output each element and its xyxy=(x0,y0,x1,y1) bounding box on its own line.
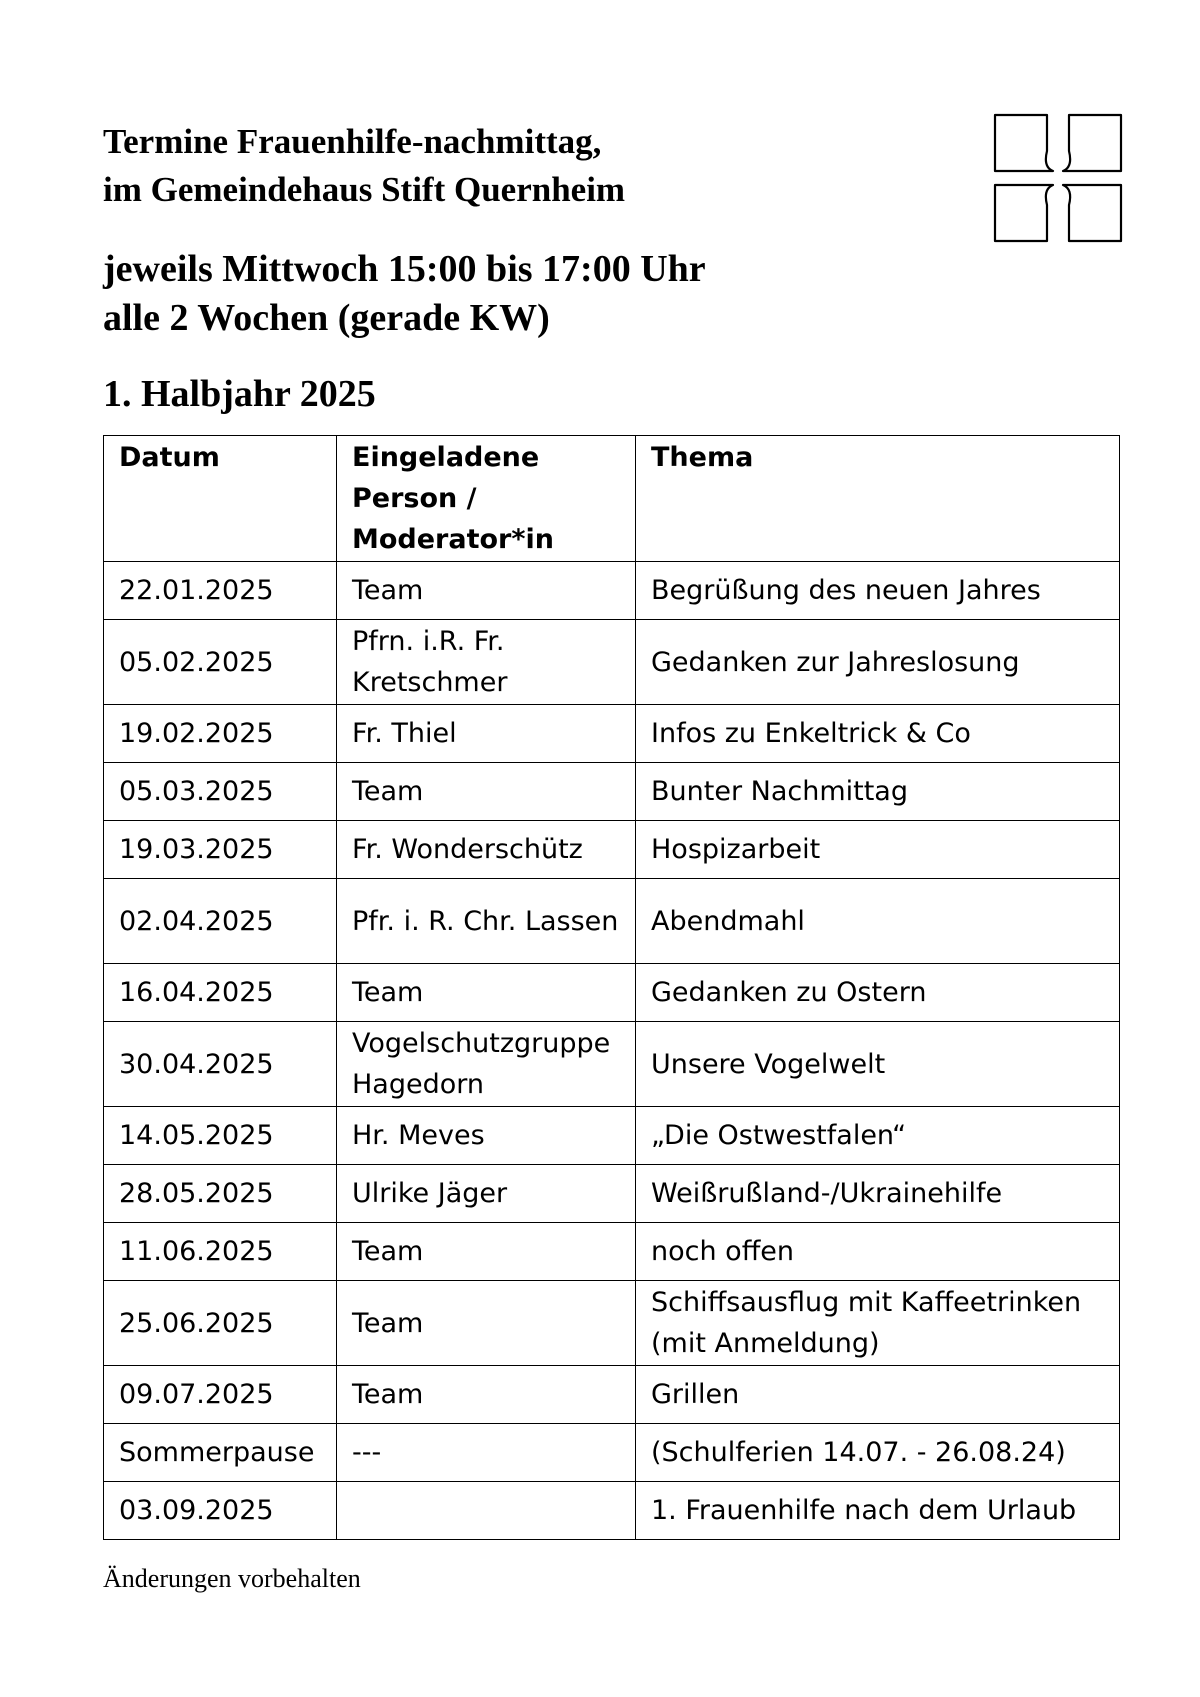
table-row xyxy=(104,1482,1120,1540)
table-row xyxy=(104,562,1120,620)
table-row xyxy=(104,1366,1120,1424)
table-row xyxy=(104,1424,1120,1482)
person-cell: Fr. Thiel xyxy=(337,705,636,763)
date-cell: 05.03.2025 xyxy=(104,763,337,821)
date-cell: 30.04.2025 xyxy=(104,1022,337,1107)
date-cell: 09.07.2025 xyxy=(104,1366,337,1424)
table-row xyxy=(104,821,1120,879)
person-cell: Vogelschutzgruppe Hagedorn xyxy=(337,1022,636,1107)
person-cell: Fr. Wonderschütz xyxy=(337,821,636,879)
topic-cell: Hospizarbeit xyxy=(636,821,1120,879)
logo-quadrant-bottom-left xyxy=(995,185,1053,241)
column-header-date: Datum xyxy=(104,436,337,562)
meeting-time xyxy=(103,245,923,343)
date-cell: 25.06.2025 xyxy=(104,1281,337,1366)
table-row xyxy=(104,964,1120,1022)
person-cell: Team xyxy=(337,1223,636,1281)
table-header-row xyxy=(104,436,1120,562)
person-cell: Team xyxy=(337,1281,636,1366)
topic-cell: Weißrußland-/Ukrainehilfe xyxy=(636,1165,1120,1223)
person-cell: Pfrn. i.R. Fr. Kretschmer xyxy=(337,620,636,705)
logo-quadrant-top-left xyxy=(995,115,1053,171)
topic-cell: noch offen xyxy=(636,1223,1120,1281)
time-line-1: jeweils Mittwoch 15:00 bis 17:00 Uhr xyxy=(103,248,706,290)
date-cell: 03.09.2025 xyxy=(104,1482,337,1540)
topic-cell: Unsere Vogelwelt xyxy=(636,1022,1120,1107)
topic-cell: Infos zu Enkeltrick & Co xyxy=(636,705,1120,763)
date-cell: 14.05.2025 xyxy=(104,1107,337,1165)
logo-quadrant-bottom-right xyxy=(1063,185,1121,241)
person-cell xyxy=(337,1482,636,1540)
topic-cell: Begrüßung des neuen Jahres xyxy=(636,562,1120,620)
church-cross-icon xyxy=(993,113,1123,243)
title-line-2: im Gemeindehaus Stift Quernheim xyxy=(103,170,626,209)
date-cell: 22.01.2025 xyxy=(104,562,337,620)
schedule-table xyxy=(103,435,1120,1540)
topic-cell: Gedanken zu Ostern xyxy=(636,964,1120,1022)
person-cell: Hr. Meves xyxy=(337,1107,636,1165)
title-line-1: Termine Frauenhilfe-nachmittag, xyxy=(103,122,602,161)
date-cell: 05.02.2025 xyxy=(104,620,337,705)
time-line-2: alle 2 Wochen (gerade KW) xyxy=(103,297,550,339)
person-cell: Team xyxy=(337,1366,636,1424)
logo-quadrant-top-right xyxy=(1063,115,1121,171)
date-cell: 28.05.2025 xyxy=(104,1165,337,1223)
table-row xyxy=(104,1022,1120,1107)
table-row xyxy=(104,1281,1120,1366)
person-cell: Team xyxy=(337,562,636,620)
topic-cell: Grillen xyxy=(636,1366,1120,1424)
date-cell: 11.06.2025 xyxy=(104,1223,337,1281)
topic-cell: Schiffsausflug mit Kaffeetrinken (mit Anmeldung) xyxy=(636,1281,1120,1366)
person-cell: Pfr. i. R. Chr. Lassen xyxy=(337,879,636,964)
topic-cell: Bunter Nachmittag xyxy=(636,763,1120,821)
section-heading: 1. Halbjahr 2025 xyxy=(103,373,376,415)
table-row xyxy=(104,1223,1120,1281)
date-cell: 19.02.2025 xyxy=(104,705,337,763)
person-cell: Ulrike Jäger xyxy=(337,1165,636,1223)
table-row xyxy=(104,879,1120,964)
date-cell: 02.04.2025 xyxy=(104,879,337,964)
date-cell: 16.04.2025 xyxy=(104,964,337,1022)
document-title xyxy=(103,118,923,214)
table-row xyxy=(104,705,1120,763)
table-row xyxy=(104,620,1120,705)
topic-cell: Gedanken zur Jahreslosung xyxy=(636,620,1120,705)
topic-cell: (Schulferien 14.07. - 26.08.24) xyxy=(636,1424,1120,1482)
topic-cell: 1. Frauenhilfe nach dem Urlaub xyxy=(636,1482,1120,1540)
topic-cell: „Die Ostwestfalen“ xyxy=(636,1107,1120,1165)
table-row xyxy=(104,763,1120,821)
table-row xyxy=(104,1165,1120,1223)
table-row xyxy=(104,1107,1120,1165)
footnote: Änderungen vorbehalten xyxy=(103,1564,361,1593)
person-cell: Team xyxy=(337,763,636,821)
date-cell: 19.03.2025 xyxy=(104,821,337,879)
person-cell: --- xyxy=(337,1424,636,1482)
person-cell: Team xyxy=(337,964,636,1022)
date-cell: Sommerpause xyxy=(104,1424,337,1482)
column-header-topic: Thema xyxy=(636,436,1120,562)
topic-cell: Abendmahl xyxy=(636,879,1120,964)
column-header-person: Eingeladene Person / Moderator*in xyxy=(337,436,636,562)
